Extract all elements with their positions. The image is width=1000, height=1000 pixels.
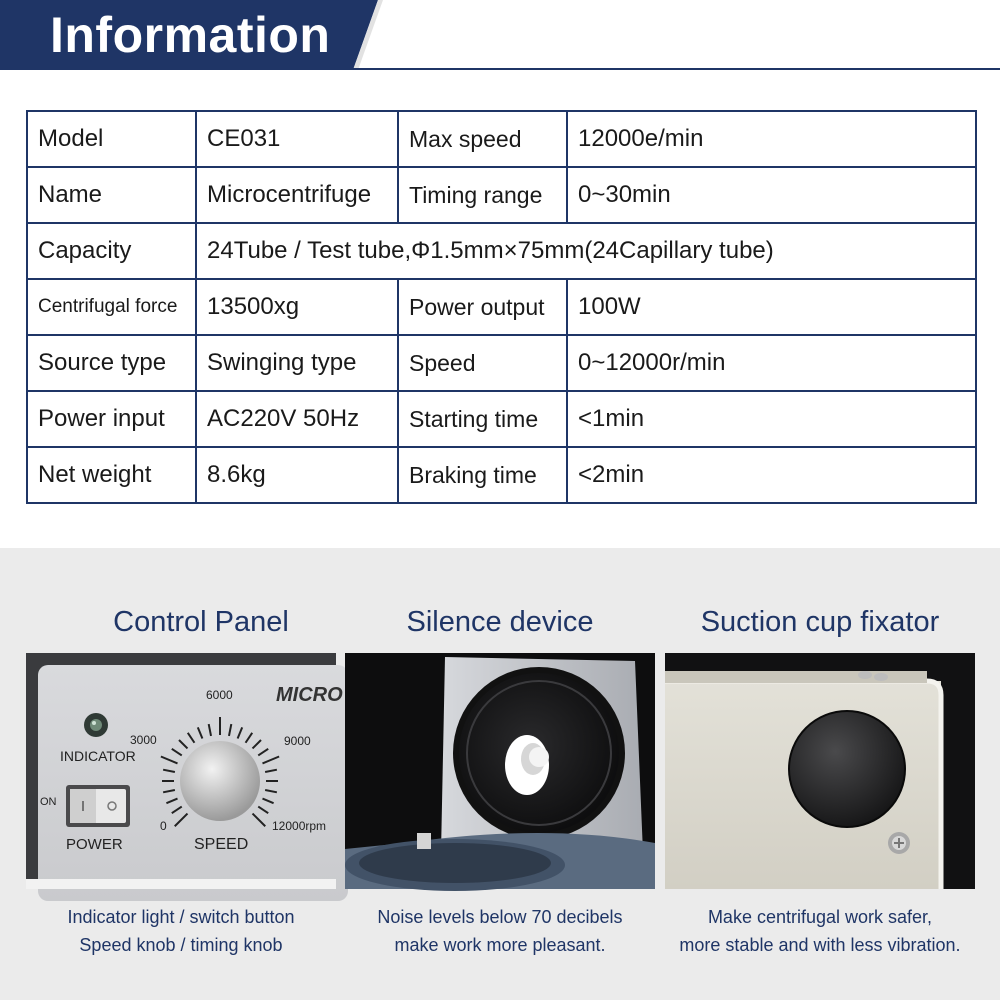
- tick-label: 6000: [206, 688, 233, 702]
- suction-cup-photo: [665, 653, 975, 889]
- feature-desc-line: Indicator light / switch button: [67, 907, 295, 927]
- on-label: ON: [40, 796, 57, 808]
- feature-desc-line: Speed knob / timing knob: [79, 935, 283, 955]
- silence-device-illustration: [345, 653, 655, 889]
- speed-knob[interactable]: [180, 741, 260, 821]
- spec-value: 12000e/min: [567, 111, 976, 167]
- suction-cup-illustration: [665, 653, 975, 889]
- feature-desc-line: Noise levels below 70 decibels: [377, 907, 623, 927]
- spec-value: 13500xg: [196, 279, 398, 335]
- feature-description: [325, 903, 675, 959]
- feature-desc-line: Make centrifugal work safer,: [707, 907, 933, 927]
- table-row: [27, 279, 976, 335]
- spec-value: <1min: [567, 391, 976, 447]
- feature-desc-line: more stable and with less vibration.: [679, 935, 961, 955]
- spec-table: [26, 110, 977, 504]
- silence-device-photo: [345, 653, 655, 889]
- spec-value: Swinging type: [196, 335, 398, 391]
- page-title: Information: [50, 7, 331, 63]
- spec-label: Power output: [398, 279, 567, 335]
- feature-description: [640, 903, 1000, 959]
- table-row: [27, 111, 976, 167]
- spec-value: 24Tube / Test tube,Φ1.5mm×75mm(24Capillary tube): [196, 223, 976, 279]
- spec-label: Source type: [27, 335, 196, 391]
- spec-label: Starting time: [398, 391, 567, 447]
- spec-value: 100W: [567, 279, 976, 335]
- tick-label: 9000: [284, 734, 311, 748]
- spec-label: Capacity: [27, 223, 196, 279]
- spec-label: Model: [27, 111, 196, 167]
- table-row: [27, 335, 976, 391]
- feature-title: Suction cup fixator: [700, 606, 940, 638]
- spec-value: 0~12000r/min: [567, 335, 976, 391]
- spec-label: Max speed: [398, 111, 567, 167]
- spec-label: Centrifugal force: [27, 279, 196, 335]
- indicator-label: INDICATOR: [60, 748, 136, 764]
- feature-desc-line: make work more pleasant.: [394, 935, 606, 955]
- spec-label: Name: [27, 167, 196, 223]
- control-panel-photo: [26, 653, 343, 889]
- table-row: [27, 167, 976, 223]
- spec-value: CE031: [196, 111, 398, 167]
- table-row: [27, 447, 976, 503]
- tick-label: 12000rpm: [272, 819, 327, 833]
- spec-label: Braking time: [398, 447, 567, 503]
- power-label: POWER: [66, 836, 123, 853]
- feature-description: [6, 903, 356, 959]
- spec-value: 8.6kg: [196, 447, 398, 503]
- tick-label: 0: [160, 819, 167, 833]
- table-row: [27, 223, 976, 279]
- features-section: [0, 548, 1000, 1000]
- spec-value: 0~30min: [567, 167, 976, 223]
- tick-label: 3000: [130, 733, 157, 747]
- spec-value: Microcentrifuge: [196, 167, 398, 223]
- feature-title: Control Panel: [113, 606, 289, 638]
- spec-label: Power input: [27, 391, 196, 447]
- header-banner: [0, 0, 1000, 70]
- spec-value: <2min: [567, 447, 976, 503]
- spec-label: Speed: [398, 335, 567, 391]
- spec-label: Net weight: [27, 447, 196, 503]
- feature-title: Silence device: [406, 606, 594, 638]
- spec-value: AC220V 50Hz: [196, 391, 398, 447]
- speed-label: SPEED: [194, 836, 249, 853]
- control-panel-illustration: [26, 653, 343, 889]
- brand-text: MICRO: [276, 684, 343, 706]
- spec-label: Timing range: [398, 167, 567, 223]
- table-row: [27, 391, 976, 447]
